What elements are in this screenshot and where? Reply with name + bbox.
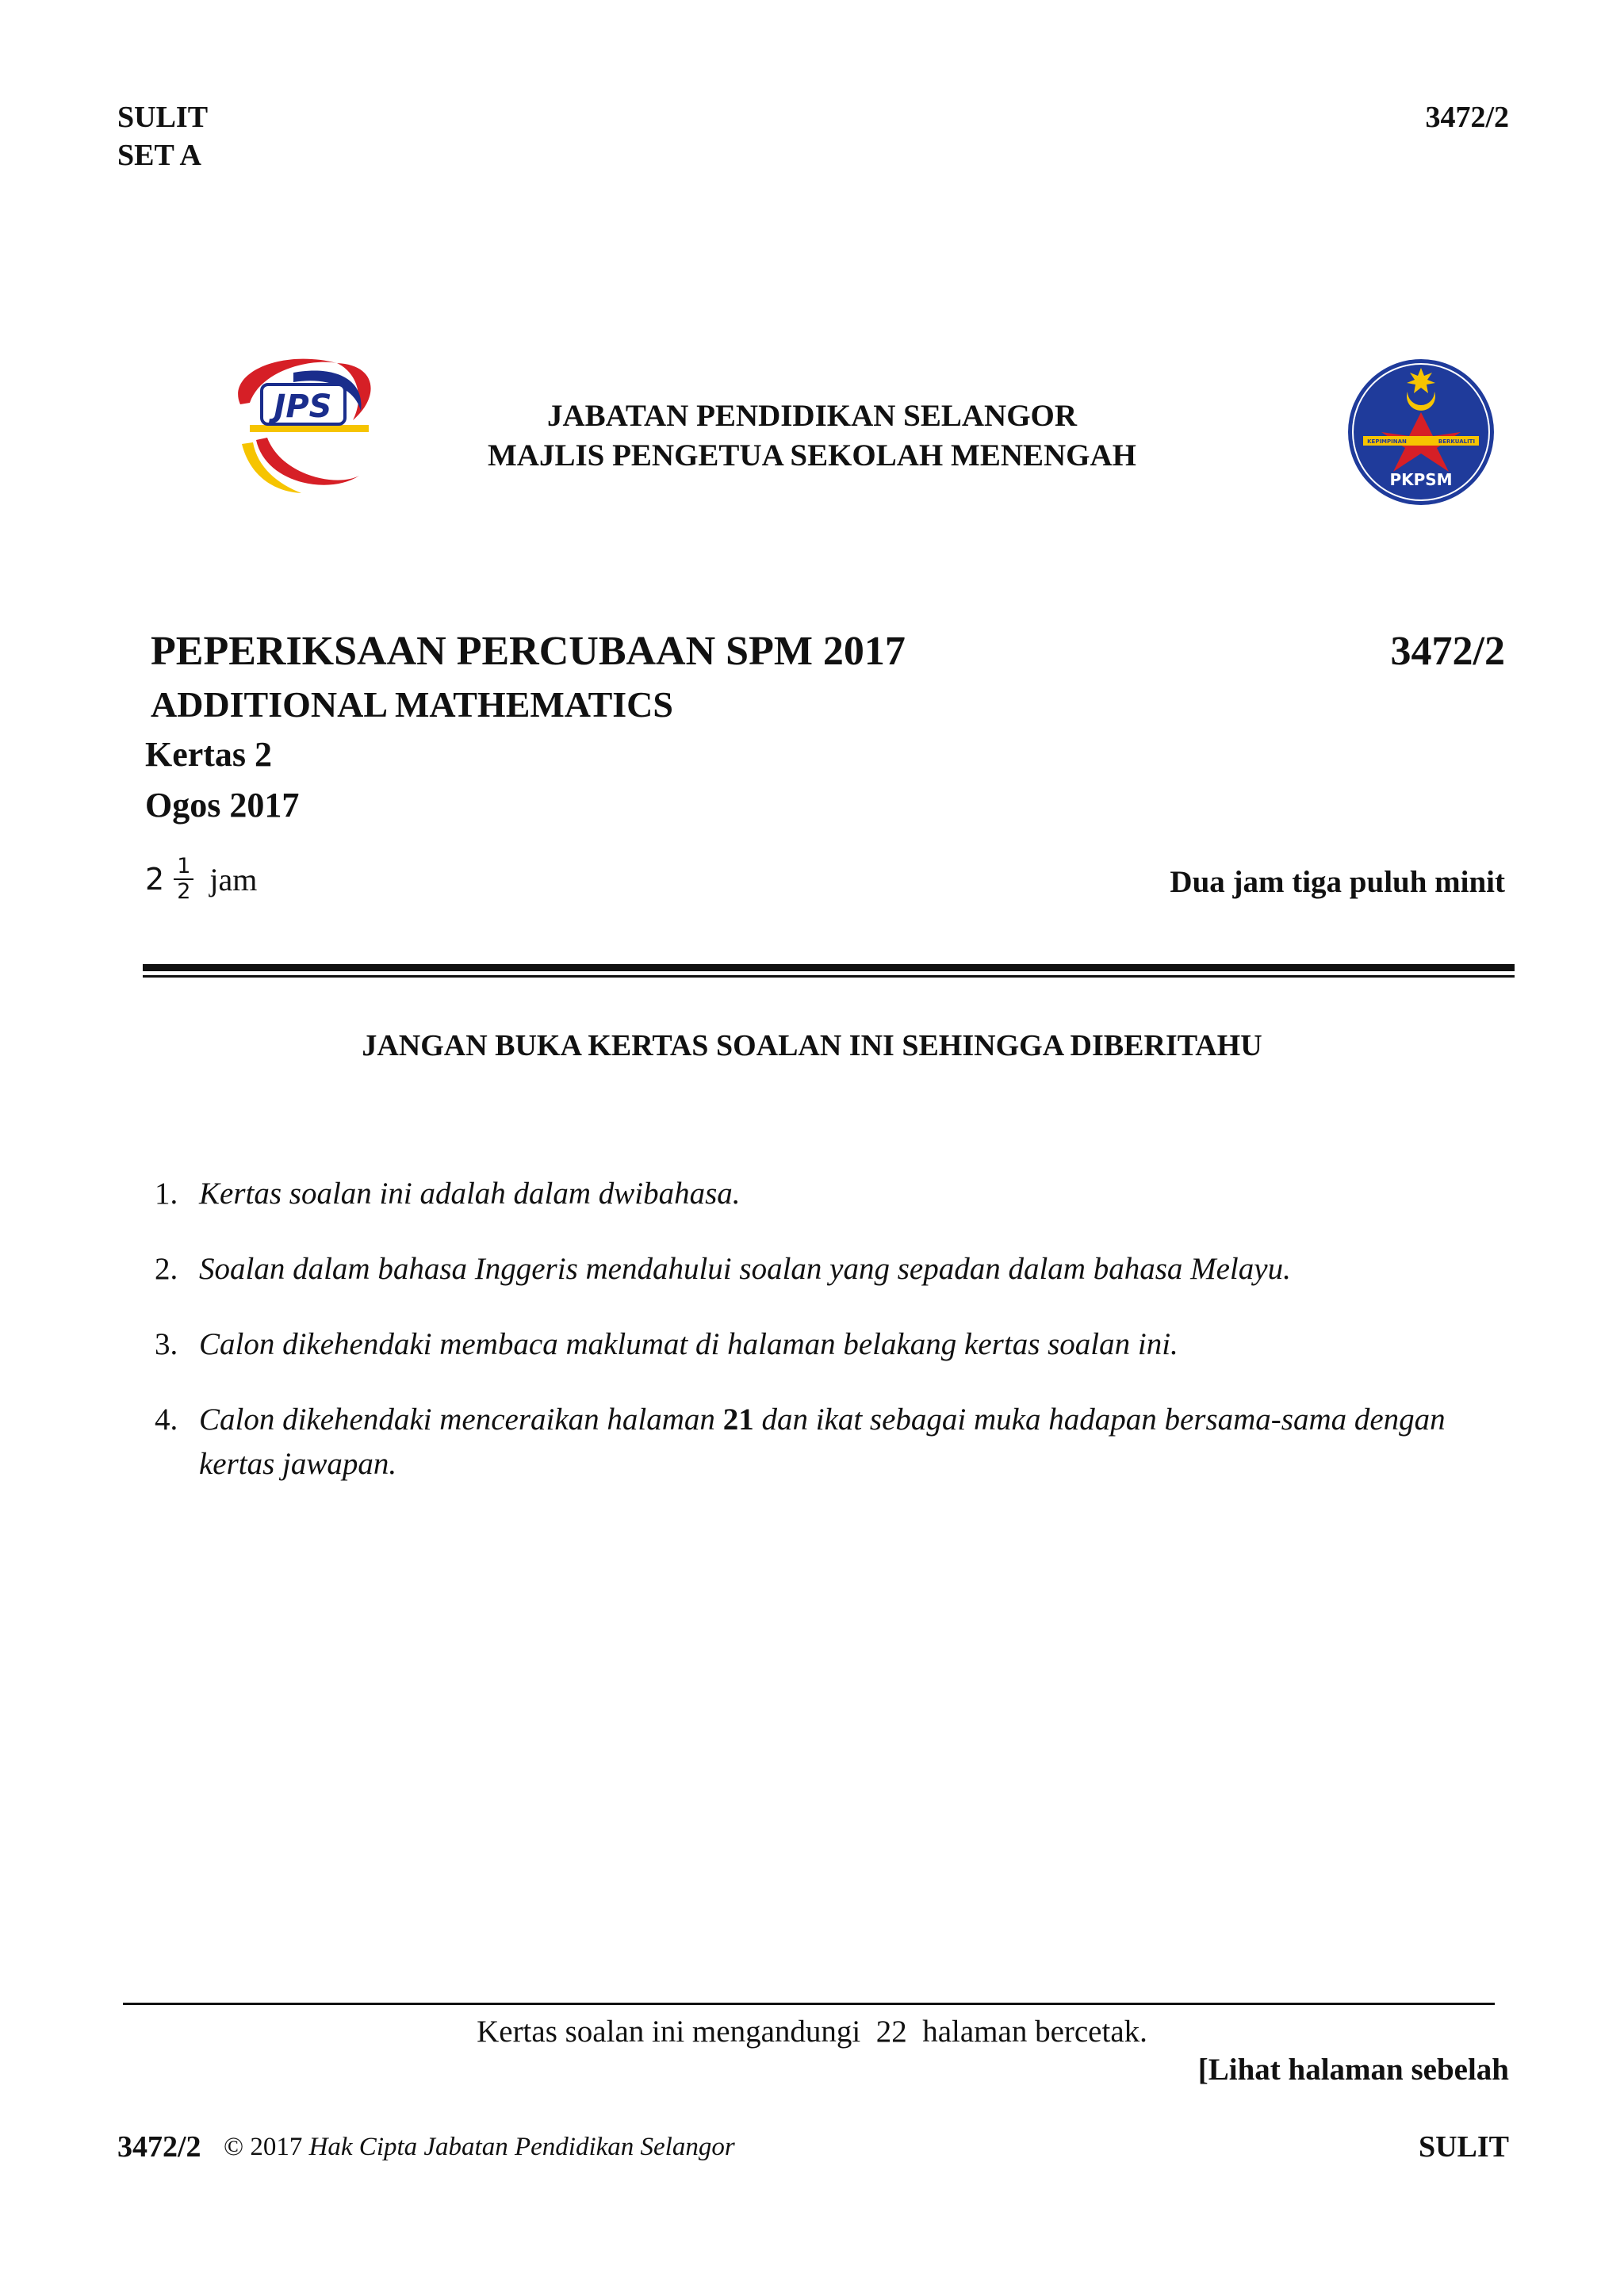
footer-classification: SULIT (1418, 2130, 1509, 2164)
turn-page-note: [Lihat halaman sebelah (1197, 2053, 1509, 2087)
list-item (155, 1247, 1503, 1292)
exam-date: Ogos 2017 (145, 786, 300, 825)
paper-label: Kertas 2 (145, 735, 273, 774)
item-text: Soalan dalam bahasa Inggeris mendahului soalan yang sepadan dalam bahasa Melayu. (199, 1252, 1291, 1286)
subject-title: ADDITIONAL MATHEMATICS (151, 684, 673, 725)
copyright-text: Hak Cipta Jabatan Pendidikan Selangor (308, 2133, 735, 2161)
warning-notice: JANGAN BUKA KERTAS SOALAN INI SEHINGGA DIBERITAHU (362, 1029, 1262, 1062)
department-block (0, 396, 1624, 476)
top-left-header (117, 98, 208, 174)
duration-words: Dua jam tiga puluh minit (1170, 865, 1505, 899)
department-line-1: JABATAN PENDIDIKAN SELANGOR (546, 399, 1078, 433)
pkpsm-band-right: BERKUALITI (1438, 438, 1476, 445)
duration (145, 855, 257, 904)
instructions-list (155, 1172, 1503, 1517)
divider-thick (143, 964, 1515, 971)
copyright-notice (224, 2133, 735, 2162)
footer-code: 3472/2 (117, 2130, 201, 2164)
divider-thin (143, 975, 1515, 978)
set-label: SET A (117, 139, 201, 172)
page-count-note: Kertas soalan ini mengandungi 22 halaman bercetak. (477, 2015, 1147, 2049)
copyright-symbol: © 2017 (224, 2133, 303, 2161)
list-item (155, 1398, 1503, 1487)
item-number: 3. (155, 1327, 178, 1361)
duration-whole: 2 (145, 862, 165, 897)
item-page-number: 21 (722, 1402, 754, 1437)
pkpsm-logo-text: PKPSM (1389, 470, 1453, 489)
duration-numerator: 1 (174, 855, 193, 880)
exam-code: 3472/2 (1390, 629, 1505, 674)
item-text: Kertas soalan ini adalah dalam dwibahasa. (199, 1177, 741, 1211)
jps-logo-text: JPS (274, 388, 332, 425)
classification-label: SULIT (117, 101, 209, 134)
item-text-before: Calon dikehendaki menceraikan halaman (199, 1402, 723, 1437)
item-number: 2. (155, 1252, 178, 1286)
item-number: 1. (155, 1177, 178, 1211)
item-text-after: dan ikat sebagai muka hadapan bersama-sama dengan kertas jawapan. (199, 1402, 1446, 1481)
department-line-2: MAJLIS PENGETUA SEKOLAH MENENGAH (487, 438, 1137, 473)
item-number: 4. (155, 1402, 178, 1437)
duration-unit: jam (209, 861, 258, 897)
exam-title: PEPERIKSAAN PERCUBAAN SPM 2017 (151, 629, 906, 674)
top-right-code: 3472/2 (1425, 101, 1509, 134)
list-item (155, 1322, 1503, 1367)
footer-divider (123, 2003, 1495, 2005)
pkpsm-band-left: KEPIMPINAN (1367, 438, 1407, 445)
duration-fraction (174, 855, 193, 904)
list-item (155, 1172, 1503, 1216)
item-text: Calon dikehendaki membaca maklumat di halaman belakang kertas soalan ini. (199, 1327, 1178, 1361)
duration-denominator: 2 (177, 879, 191, 904)
